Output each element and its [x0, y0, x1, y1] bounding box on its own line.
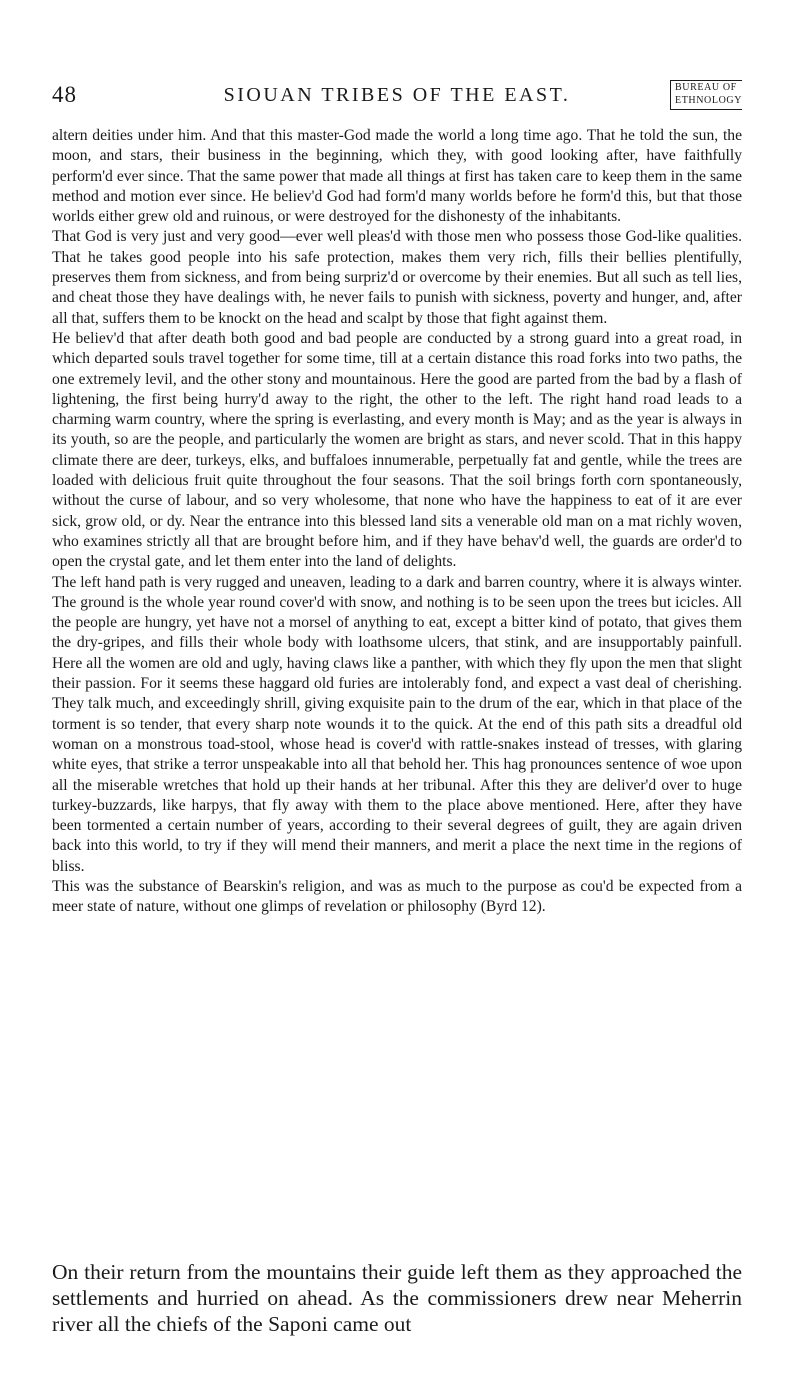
paragraph-bearskin-religion: This was the substance of Bearskin's religion, and was as much to the purpose as cou'd be expected from a meer state of nature, without one glimps of revelation or philosophy (Byrd 12).: [52, 877, 742, 916]
paragraph-afterlife-road: He believ'd that after death both good and bad people are conducted by a strong guard into a great road, in which departed souls travel together for some time, till at a certain distance this road forks into two paths, the one extremely levil, and the other stony and mountainous. Here the good are parted from the bad by a flash of lightening, the first being hurry'd away to the right, the other to the left. The right hand road leads to a charming warm country, where the spring is everlasting, and every month is May; and as the year is always in its youth, so are the people, and particularly the women are bright as stars, and never scold. That in this happy climate there are deer, turkeys, elks, and buffaloes innumerable, perpetually fat and gentle, while the trees are loaded with delicious fruit quite throughout the four seasons. That the soil brings forth corn spontaneously, without the curse of labour, and so very wholesome, that none who have the happiness to eat of it are ever sick, grow old, or dy. Near the entrance into this blessed land sits a venerable old man on a mat richly woven, who examines strictly all that are brought before him, and if they have behav'd well, the guards are order'd to open the crystal gate, and let them enter into the land of delights.: [52, 329, 742, 571]
large-type-passage: [52, 1260, 742, 1337]
running-head: [52, 82, 742, 118]
body-text: [52, 126, 742, 918]
page-number: 48: [52, 82, 77, 107]
paragraph-left-hand-path: The left hand path is very rugged and uneaven, leading to a dark and barren country, where it is always winter. The ground is the whole year round cover'd with snow, and nothing is to be seen upon the trees but icicles. All the people are hungry, yet have not a morsel of anything to eat, except a bitter kind of potato, that gives them the dry-gripes, and fills their whole body with loathsome ulcers, that stink, and are insupportably painfull. Here all the women are old and ugly, having claws like a panther, with which they fly upon the men that slight their passion. For it seems these haggard old furies are intolerably fond, and expect a vast deal of cherishing. They talk much, and exceedingly shrill, giving exquisite pain to the drum of the ear, which in that place of the torment is so tender, that every sharp note wounds it to the quick. At the end of this path sits a dreadful old woman on a monstrous toad-stool, whose head is cover'd with rattle-snakes instead of tresses, with glaring white eyes, that strike a terror unspeakable into all that behold her. This hag pronounces sentence of woe upon all the miserable wretches that hold up their hands at her tribunal. After this they are deliver'd over to huge turkey-buzzards, like harpys, that fly away with them to the place above mentioned. Here, after they have been tormented a certain number of years, according to their several degrees of guilt, they are again driven back into this world, to try if they will mend their manners, and merit a place the next time in the regions of bliss.: [52, 573, 742, 875]
bureau-label-line2: ETHNOLOGY: [675, 95, 743, 106]
bureau-of-ethnology-label: [670, 80, 742, 110]
running-title: SIOUAN TRIBES OF THE EAST.: [223, 84, 571, 106]
paragraph-return-from-mountains: On their return from the mountains their guide left them as they approached the settlements and hurried on ahead. As the commissioners drew near Meherrin river all the chiefs of the Saponi came out: [52, 1260, 742, 1336]
paragraph-deities: altern deities under him. And that this master-God made the world a long time ago. That he told the sun, the moon, and stars, their business in the beginning, which they, with good looking after, have faithfully perform'd ever since. That the same power that made all things at first has taken care to keep them in the same method and motion ever since. He believ'd God had form'd many worlds before he form'd this, but that those worlds either grew old and ruinous, or were destroyed for the dishonesty of the inhabitants.: [52, 127, 742, 226]
paragraph-god-just: That God is very just and very good—ever well pleas'd with those men who possess those God-like qualities. That he takes good people into his safe protection, makes them very rich, fills their bellies plentifully, preserves them from sickness, and from being surpriz'd or overcome by their enemies. But all such as tell lies, and cheat those they have dealings with, he never fails to punish with sickness, poverty and hunger, and, after all that, suffers them to be knockt on the head and scalpt by those that fight against them.: [52, 228, 742, 327]
bureau-label-line1: BUREAU OF: [675, 82, 737, 93]
